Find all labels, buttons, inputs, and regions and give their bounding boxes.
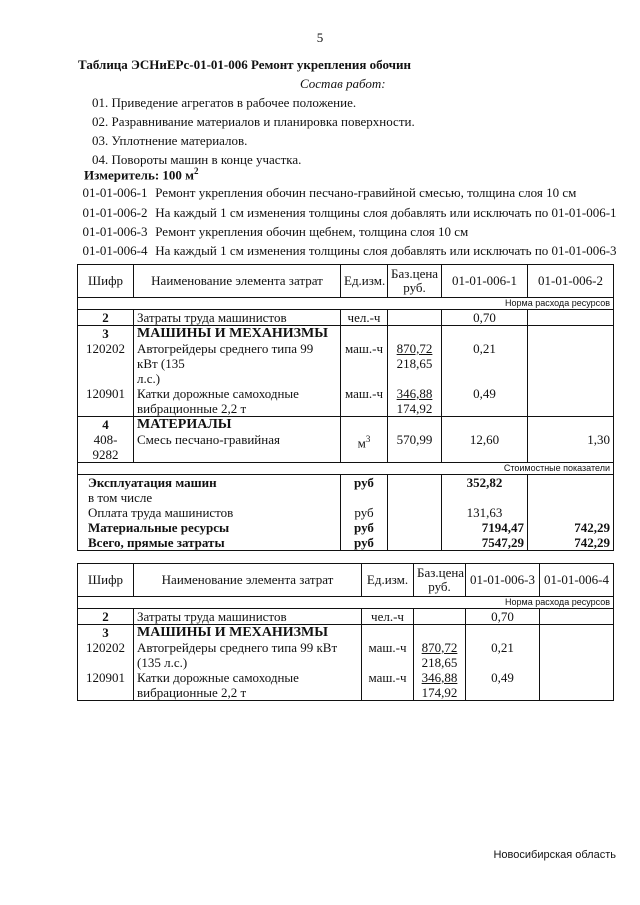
cost-row: Оплата труда машинистов руб 131,63 (78, 505, 614, 520)
page-number: 5 (316, 30, 324, 45)
code-description: 01-01-006-2 На каждый 1 см изменения толщины слоя добавлять или исключать по 01-01-006-1 (82, 205, 617, 220)
table-row: 120901 Катки дорожные самоходные вибрационные 2,2 т маш.-ч 346,88 174,92 0,49 (78, 386, 614, 417)
code-description: 01-01-006-4 На каждый 1 см изменения толщины слоя добавлять или исключать по 01-01-006-3 (82, 243, 617, 258)
cost-row: в том числе (78, 490, 614, 505)
table-row: 120202 Автогрейдеры среднего типа 99 кВт (135 л.с.) маш.-ч 870,72 218,65 0,21 (78, 341, 614, 386)
header-col2: 01-01-006-4 (540, 564, 614, 597)
composition-heading: Состав работ: (300, 76, 386, 91)
table-row: 2 Затраты труда машинистов чел.-ч 0,70 (78, 609, 614, 625)
footer-region: Новосибирская область (493, 849, 616, 861)
cost-row: Всего, прямые затраты руб 7547,29 742,29 (78, 535, 614, 551)
section-row: 3 МАШИНЫ И МЕХАНИЗМЫ (78, 326, 614, 342)
cost-label: Стоимостные показатели (78, 463, 614, 475)
resources-table-1 (77, 264, 614, 551)
header-cipher: Шифр (78, 564, 134, 597)
header-name: Наименование элемента затрат (134, 265, 341, 298)
work-item: 02. Разравнивание материалов и планировка поверхности. (92, 114, 415, 129)
code-description: 01-01-006-3 Ремонт укрепления обочин щебнем, толщина слоя 10 см (82, 224, 469, 239)
table-header-row (78, 265, 614, 298)
header-unit: Ед.изм. (362, 564, 414, 597)
norm-label: Норма расхода ресурсов (78, 597, 614, 609)
table-row: 120901 Катки дорожные самоходные вибрационные 2,2 т маш.-ч 346,88 174,92 0,49 (78, 670, 614, 701)
cost-row: Эксплуатация машин руб 352,82 (78, 475, 614, 491)
resources-table-2 (77, 563, 614, 701)
norm-label: Норма расхода ресурсов (78, 298, 614, 310)
table-row: 2 Затраты труда машинистов чел.-ч 0,70 (78, 310, 614, 326)
code-description: 01-01-006-1 Ремонт укрепления обочин песчано-гравийной смесью, толщина слоя 10 см (82, 185, 577, 200)
header-price: Баз.цена руб. (414, 564, 466, 597)
work-item: 04. Повороты машин в конце участка. (92, 152, 302, 167)
cost-row: Материальные ресурсы руб 7194,47 742,29 (78, 520, 614, 535)
header-col1: 01-01-006-3 (466, 564, 540, 597)
table-header-row (78, 564, 614, 597)
header-unit: Ед.изм. (341, 265, 388, 298)
work-item: 03. Уплотнение материалов. (92, 133, 248, 148)
header-name: Наименование элемента затрат (134, 564, 362, 597)
table-title: Таблица ЭСНиЕРс-01-01-006 Ремонт укрепления обочин (78, 57, 411, 72)
header-col1: 01-01-006-1 (442, 265, 528, 298)
section-row: 3 МАШИНЫ И МЕХАНИЗМЫ (78, 625, 614, 641)
meter-label: Измеритель: 100 $м^2$ (84, 166, 199, 183)
header-cipher: Шифр (78, 265, 134, 298)
header-price: Баз.цена руб. (388, 265, 442, 298)
table-row: 408-9282 Смесь песчано-гравийная $м^3$ 570,99 12,60 1,30 (78, 432, 614, 463)
work-item: 01. Приведение агрегатов в рабочее положение. (92, 95, 357, 110)
table-row: 120202 Автогрейдеры среднего типа 99 кВт (135 л.с.) маш.-ч 870,72 218,65 0,21 (78, 640, 614, 670)
section-row: 4 МАТЕРИАЛЫ (78, 417, 614, 433)
header-col2: 01-01-006-2 (528, 265, 614, 298)
